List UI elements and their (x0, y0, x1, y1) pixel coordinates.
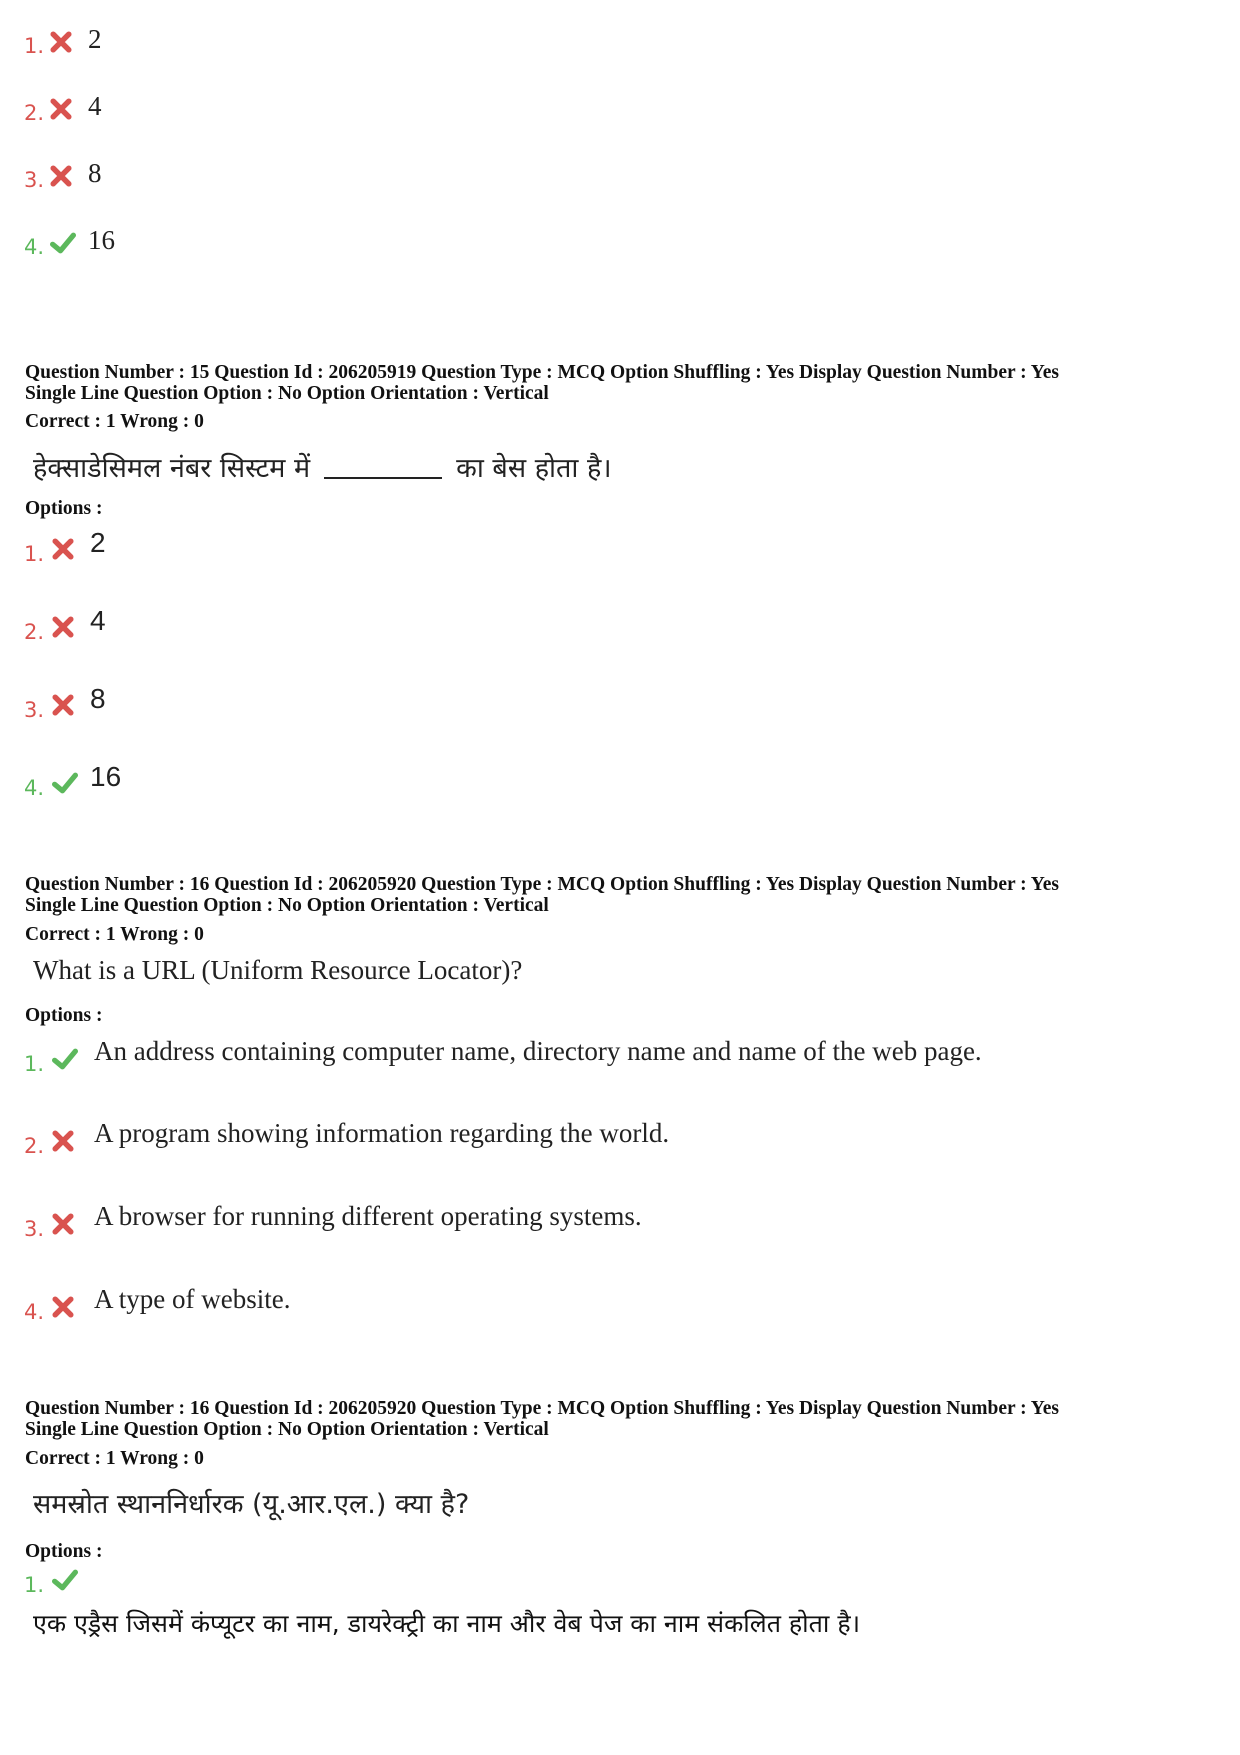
question-text: What is a URL (Uniform Resource Locator)? (33, 955, 523, 985)
question-text (33, 448, 612, 485)
option-number: 3. (24, 1217, 45, 1241)
wrong-cross-icon (50, 692, 76, 718)
score-line: Correct : 1 Wrong : 0 (25, 411, 204, 432)
wrong-cross-icon (50, 614, 76, 640)
wrong-cross-icon (48, 96, 74, 122)
option-number: 1. (24, 1052, 45, 1076)
wrong-cross-icon (50, 536, 76, 562)
wrong-cross-icon (50, 1294, 76, 1320)
wrong-cross-icon (48, 29, 74, 55)
option-number: 2. (24, 101, 45, 125)
option-number: 2. (24, 1134, 45, 1158)
option-number: 1. (24, 34, 45, 58)
correct-check-icon (52, 1046, 78, 1072)
option-number: 3. (24, 168, 45, 192)
option-number: 4. (24, 235, 45, 259)
correct-check-icon (52, 1567, 78, 1593)
option-text: A browser for running different operating systems. (94, 1201, 642, 1231)
fill-blank (324, 477, 442, 479)
option-text: 8 (90, 683, 106, 714)
option-number: 2. (24, 620, 45, 644)
question-meta-line1: Question Number : 16 Question Id : 206205920 Question Type : MCQ Option Shuffling : Yes Display Question Number : Yes (25, 1398, 1059, 1419)
score-line: Correct : 1 Wrong : 0 (25, 1448, 204, 1469)
option-text: A type of website. (94, 1284, 291, 1314)
question-meta-line2: Single Line Question Option : No Option Orientation : Vertical (25, 895, 549, 916)
option-number: 3. (24, 698, 45, 722)
option-text: 2 (88, 24, 102, 54)
option-text: एक एड्रैस जिसमें कंप्यूटर का नाम, डायरेक्ट्री का नाम और वेब पेज का नाम संकलित होता है। (33, 1609, 861, 1638)
correct-check-icon (50, 230, 76, 256)
options-label: Options : (25, 498, 103, 519)
question-meta-line2: Single Line Question Option : No Option Orientation : Vertical (25, 383, 549, 404)
option-text: 2 (90, 527, 106, 558)
option-text: 16 (90, 761, 122, 792)
option-text: 4 (88, 91, 102, 121)
option-text: 16 (88, 225, 115, 255)
question-text: समस्रोत स्थाननिर्धारक (यू.आर.एल.) क्या है? (33, 1489, 470, 1520)
question-meta-line1: Question Number : 16 Question Id : 206205920 Question Type : MCQ Option Shuffling : Yes Display Question Number : Yes (25, 874, 1059, 895)
score-line: Correct : 1 Wrong : 0 (25, 924, 204, 945)
option-number: 1. (24, 542, 45, 566)
option-text: 8 (88, 158, 102, 188)
option-number: 1. (24, 1573, 45, 1597)
wrong-cross-icon (48, 163, 74, 189)
wrong-cross-icon (50, 1128, 76, 1154)
question-text-before: हेक्साडेसिमल नंबर सिस्टम में (33, 453, 311, 484)
question-meta-line2: Single Line Question Option : No Option Orientation : Vertical (25, 1419, 549, 1440)
correct-check-icon (52, 770, 78, 796)
option-text: A program showing information regarding the world. (94, 1118, 670, 1148)
option-number: 4. (24, 776, 45, 800)
wrong-cross-icon (50, 1211, 76, 1237)
options-label: Options : (25, 1005, 103, 1026)
option-number: 4. (24, 1300, 45, 1324)
options-label: Options : (25, 1541, 103, 1562)
option-text: An address containing computer name, directory name and name of the web page. (94, 1036, 982, 1066)
option-text: 4 (90, 605, 106, 636)
question-text-after: का बेस होता है। (456, 453, 612, 484)
question-meta-line1: Question Number : 15 Question Id : 206205919 Question Type : MCQ Option Shuffling : Yes Display Question Number : Yes (25, 362, 1059, 383)
